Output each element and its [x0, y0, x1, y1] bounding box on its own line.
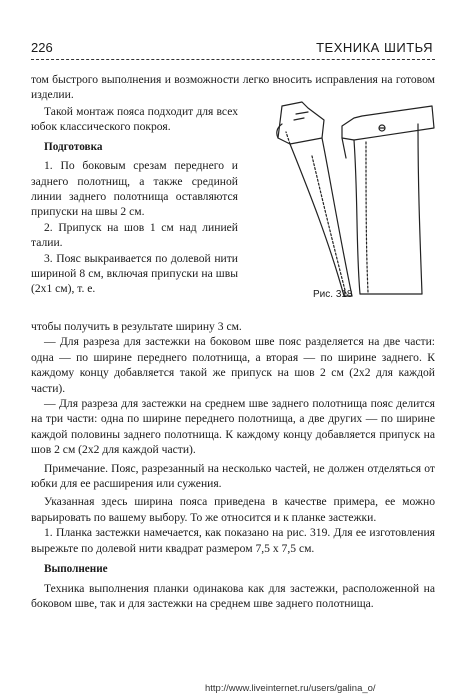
section-heading-execution: Выполнение — [44, 563, 108, 576]
intro-text: том быстрого выполнения и возможности легко вносить исправления на готовом изделии. — [31, 73, 435, 102]
prep-step-1: 1. По боковым срезам переднего и заднего полотнищ, а также срединой линии заднего полотнища оставляются припуски на швы 2 см. — [31, 159, 238, 219]
width-paragraph: Указанная здесь ширина пояса приведена в качестве примера, ее можно варьировать по вашему выбору. То же относится и к планке застежки. — [31, 495, 435, 524]
dash-item-center-seam: — Для разреза для застежки на среднем шве заднего полотнища пояс делится на три части: одна по ширине переднего полотнища, а две других — по ширине каждой половины заднего полотнища. К каждому концу добавляется припуск на шов 2 см (2x2 для каждой части). — [31, 397, 435, 457]
execution-paragraph: Техника выполнения планки одинакова как для застежки, расположенной на боковом шве, так и для застежки на среднем шве заднего полотнища. — [31, 581, 435, 610]
left-column — [31, 104, 238, 297]
figure-caption: Рис. 318 — [313, 289, 353, 300]
intro-text-2: Такой монтаж пояса подходит для всех юбок классического покроя. — [31, 105, 238, 134]
prep-step-2: 2. Припуск на шов 1 см над линией талии. — [31, 220, 238, 250]
prep-step-3: 3. Пояс выкраивается по долевой нити шириной 8 см, включая припуски на швы (2x1 см), т. е. — [31, 251, 238, 296]
prep-step-3-continued: чтобы получить в результате ширину 3 см. — [31, 320, 242, 333]
page-number: 226 — [31, 40, 53, 55]
skirt-waistband-illustration — [242, 98, 440, 310]
placket-paragraph: 1. Планка застежки намечается, как показано на рис. 319. Для ее изготовления вырежьте по долевой нити квадрат размером 7,5 x 7,5 см. — [31, 526, 435, 555]
note-paragraph: Примечание. Пояс, разрезанный на несколько частей, не должен отделяться от юбки для ее расширения или сужения. — [31, 461, 435, 491]
dash-item-side-seam: — Для разреза для застежки на боковом шве пояс разделяется на две части: одна — по ширине переднего полотнища, а вторая — по ширине заднего. К каждому концу добавляется такой же припуск на шов 2 см (2x2 для каждой части). — [31, 335, 435, 395]
section-heading-preparation: Подготовка — [44, 140, 103, 153]
page-header — [31, 40, 435, 58]
main-column — [31, 319, 435, 611]
figure-318 — [242, 98, 440, 310]
footer-url: http://www.liveinternet.ru/users/galina_o/ — [205, 683, 376, 694]
running-title: ТЕХНИКА ШИТЬЯ — [316, 40, 433, 55]
header-dashed-rule — [31, 59, 435, 60]
